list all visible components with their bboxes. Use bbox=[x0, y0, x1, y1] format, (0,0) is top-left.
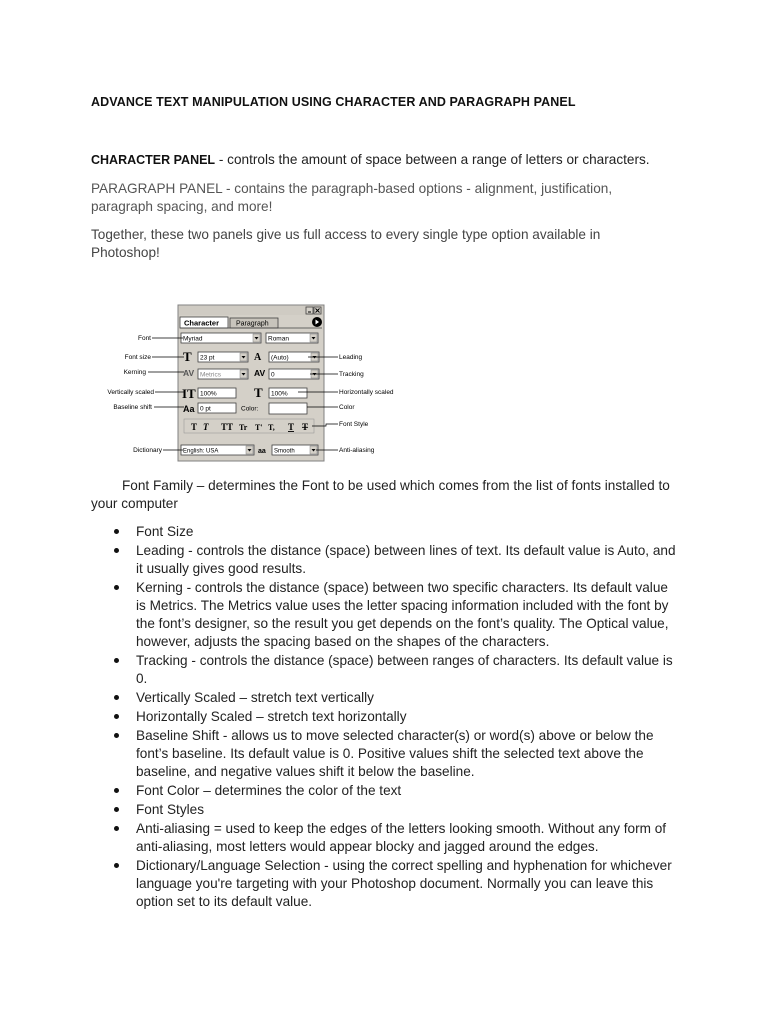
tab-character-label: Character bbox=[184, 318, 220, 328]
feature-list bbox=[0, 523, 768, 912]
font-size-icon: T bbox=[183, 349, 192, 364]
list-item: Font Styles bbox=[0, 801, 681, 819]
list-item: Tracking - controls the distance (space) between ranges of characters. Its default value is 0. bbox=[0, 652, 681, 688]
paragraph-panel-paragraph: PARAGRAPH PANEL - contains the paragraph-based options - alignment, justification, paragraph spacing, and more! bbox=[91, 181, 613, 214]
font-family-value: Myriad bbox=[183, 335, 203, 343]
character-panel-lead: CHARACTER PANEL bbox=[91, 153, 216, 167]
small-caps-button[interactable]: Tr bbox=[239, 423, 248, 432]
faux-bold-button[interactable]: T bbox=[191, 422, 198, 432]
callout-kerning: Kerning bbox=[123, 369, 146, 376]
callout-font-style: Font Style bbox=[339, 421, 369, 428]
callout-color: Color bbox=[339, 404, 355, 411]
leading-icon: A bbox=[254, 352, 262, 363]
color-label: Color: bbox=[241, 405, 259, 413]
list-item: Anti-aliasing = used to keep the edges of the letters looking smooth. Without any form of anti-aliasing, most letters would appear blocky and jagged around the edges. bbox=[0, 820, 681, 856]
baseline-shift-icon: Aa bbox=[183, 404, 195, 414]
list-item: Kerning - controls the distance (space) between two specific characters. Its default value is Metrics. The Metrics value uses the letter spacing information included with the font by the font’s designer, so the result you get depends on the font’s quality. The Optical value, however, adjusts the spacing based on the shapes of the characters. bbox=[0, 579, 681, 651]
baseline-shift-value: 0 pt bbox=[200, 405, 211, 413]
minimize-icon[interactable] bbox=[306, 307, 313, 314]
vertical-scale-icon: IT bbox=[182, 386, 196, 401]
list-item: Vertically Scaled – stretch text vertically bbox=[0, 689, 681, 707]
page-heading: ADVANCE TEXT MANIPULATION USING CHARACTER AND PARAGRAPH PANEL bbox=[91, 95, 576, 109]
callout-leading: Leading bbox=[339, 354, 363, 361]
underline-button[interactable]: T bbox=[288, 422, 295, 432]
horizontal-scale-value: 100% bbox=[271, 390, 288, 398]
callout-font-size: Font size bbox=[124, 354, 151, 361]
dictionary-value: English: USA bbox=[183, 448, 219, 455]
character-panel-paragraph bbox=[91, 151, 651, 169]
list-item: Font Size bbox=[0, 523, 681, 541]
list-item: Leading - controls the distance (space) between lines of text. Its default value is Auto, and it usually gives good results. bbox=[0, 542, 681, 578]
vertical-scale-value: 100% bbox=[200, 390, 217, 398]
font-family-paragraph: Font Family – determines the Font to be used which comes from the list of fonts installed to your computer bbox=[91, 478, 670, 511]
faux-italic-button[interactable]: T bbox=[203, 422, 209, 432]
list-item: Font Color – determines the color of the text bbox=[0, 782, 681, 800]
tracking-icon: AV bbox=[254, 368, 266, 378]
horizontal-scale-icon: T bbox=[254, 385, 263, 400]
kerning-value: Metrics bbox=[200, 371, 221, 379]
callout-horizontally-scaled: Horizontally scaled bbox=[339, 389, 394, 396]
strikethrough-button[interactable]: T bbox=[302, 422, 309, 432]
list-item: Baseline Shift - allows us to move selected character(s) or word(s) above or below the font’s baseline. Its default value is 0. Positive values shift the selected text above the baseline, and negative values shift it below the baseline. bbox=[0, 727, 681, 781]
font-size-value: 23 pt bbox=[200, 354, 215, 362]
tab-paragraph-label: Paragraph bbox=[236, 320, 269, 328]
list-item: Dictionary/Language Selection - using the correct spelling and hyphenation for whichever language you're targeting with your Photoshop document. Normally you can leave this option set to its default value. bbox=[0, 857, 681, 911]
callout-tracking: Tracking bbox=[339, 371, 364, 378]
tracking-value: 0 bbox=[271, 371, 275, 379]
callout-font: Font bbox=[137, 335, 151, 342]
callout-baseline-shift: Baseline shift bbox=[113, 404, 152, 411]
callout-dictionary: Dictionary bbox=[133, 447, 162, 454]
together-paragraph: Together, these two panels give us full access to every single type option available in Photoshop! bbox=[91, 227, 601, 260]
character-panel-text: - controls the amount of space between a range of letters or characters. bbox=[215, 152, 650, 167]
leading-value: (Auto) bbox=[271, 354, 289, 362]
superscript-button[interactable]: T' bbox=[255, 423, 263, 432]
anti-aliasing-value: Smooth bbox=[274, 448, 295, 455]
kerning-icon: AV bbox=[183, 368, 195, 378]
font-style-value: Roman bbox=[268, 335, 289, 343]
anti-aliasing-icon: aa bbox=[258, 448, 266, 455]
callout-vertically-scaled: Vertically scaled bbox=[107, 389, 154, 396]
color-swatch[interactable] bbox=[269, 403, 307, 414]
list-item: Horizontally Scaled – stretch text horizontally bbox=[0, 708, 681, 726]
callout-anti-aliasing: Anti-aliasing bbox=[339, 447, 375, 454]
all-caps-button[interactable]: TT bbox=[221, 422, 234, 432]
subscript-button[interactable]: T, bbox=[268, 423, 275, 432]
character-panel-figure bbox=[88, 297, 410, 463]
